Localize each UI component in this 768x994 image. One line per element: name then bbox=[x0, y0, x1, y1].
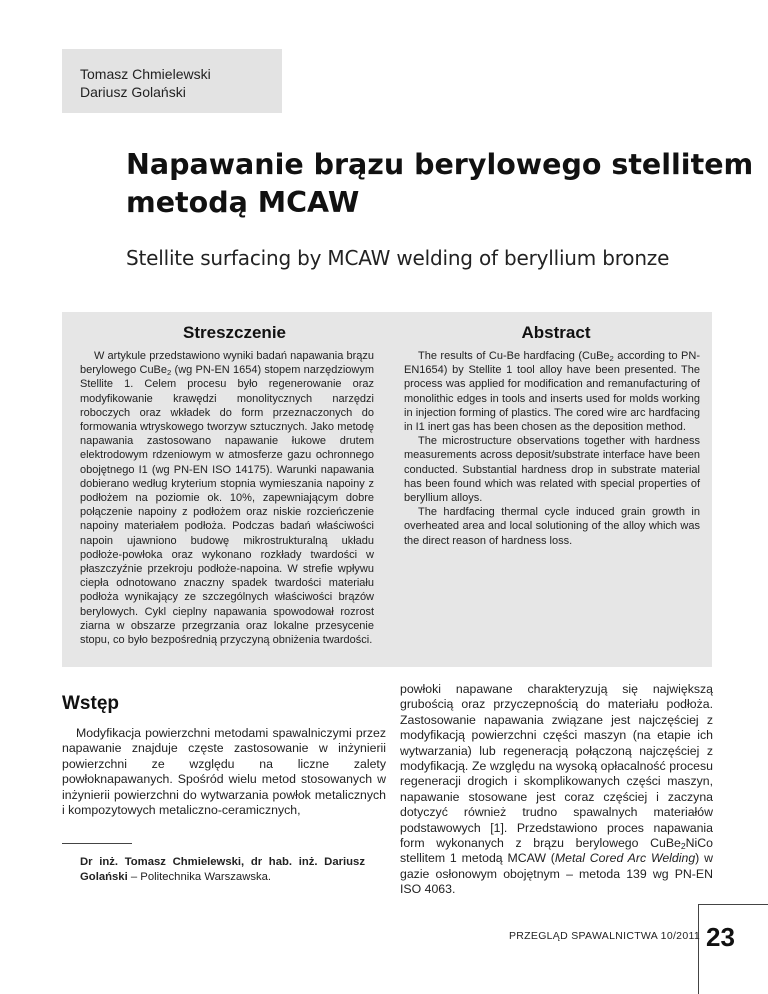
title-line: Napawanie brązu berylowego stellitem bbox=[126, 148, 754, 181]
abstract-paragraph: The microstructure observations together with hardness measurements across deposit/substrate interface have been conducted. Substantial hardness drop in substrate material has been found which was related with special properties of beryllium alloys. bbox=[404, 435, 700, 505]
streszczenie-paragraph bbox=[80, 349, 374, 647]
affiliation-institution: – Politechnika Warszawska. bbox=[127, 870, 272, 883]
intro-paragraph: Modyfikacja powierzchni metodami spawalniczymi przez napawanie znajduje częste zastosowanie w inżynierii powierzchni ze względu na liczne zalety powłoknapawanych. Spośród wielu metod stosowanych w inżynierii powierzchni do wytwarzania powłok metalicznych i kompozytowych metaliczno-ceramicznych, bbox=[62, 726, 386, 818]
italic-term: Metal Cored Arc Welding bbox=[554, 851, 696, 866]
intro-left-column bbox=[62, 726, 386, 818]
page-number: 23 bbox=[706, 922, 735, 952]
authors bbox=[80, 65, 211, 101]
text-run: NiCo stellitem 1 metodą MCAW ( bbox=[400, 836, 713, 866]
abstract-text bbox=[404, 349, 700, 548]
text-run: ) w gazie osłonowym obojętnym – metoda 139 wg PN-EN ISO 4063. bbox=[400, 851, 713, 897]
footer-divider bbox=[698, 904, 699, 994]
subscript: 2 bbox=[609, 354, 614, 363]
affiliation bbox=[80, 855, 365, 884]
affiliation-divider bbox=[62, 843, 132, 844]
intro-paragraph bbox=[400, 682, 713, 898]
article-subtitle: Stellite surfacing by MCAW welding of beryllium bronze bbox=[126, 246, 670, 270]
intro-heading: Wstęp bbox=[62, 693, 119, 714]
text-run: W artykule przedstawiono wyniki badań napawania brązu berylowego CuBe bbox=[80, 350, 374, 377]
journal-name: PRZEGLĄD SPAWALNICTWA 10/2011 bbox=[509, 930, 700, 942]
abstract-paragraph: The hardfacing thermal cycle induced grain growth in overheated area and local solutioning of the alloy which was the direct reason of hardness loss. bbox=[404, 506, 700, 547]
text-run: The results of Cu-Be hardfacing (CuBe bbox=[418, 350, 610, 362]
text-run: according to PN-EN1654) by Stellite 1 tool alloy have been presented. The process was applied for modification and remanufacturing of monolithic edges in tools and inserts used for molds working in injection forming of plastics. The cored wire arc hardfacing in I1 inert gas has been chosen as the deposition method. bbox=[404, 350, 700, 434]
footer-rule bbox=[698, 904, 768, 905]
affiliation-names: Dr inż. Tomasz Chmielewski, dr hab. inż. Dariusz Golański bbox=[80, 856, 365, 883]
author-name: Dariusz Golański bbox=[80, 84, 186, 100]
text-run: (wg PN-EN 1654) stopem narzędziowym Stellite 1. Celem procesu było regenerowanie oraz modyfikowanie krawędzi monolitycznych narzędzi roboczych oraz wkładek do form przeznaczonych do formowania wtryskowego tworzyw sztucznych. Jako metodę napawania zastosowano napawanie łukowe drutem elektrodowym rdzeniowym w atmosferze gazu ochronnego obojętnego I1 (wg PN-EN ISO 14175). Warunki napawania dobierano według kryterium stopnia wymieszania napoiny z podłożem na poziomie ok. 10%, zapewniającym dobre połączenie napoiny z podłożem oraz niskie rozcieńczenie napoiny materiałem podłoża. Podczas badań właściwości napoin ujawniono budowę mikrostrukturalną układu podłoże-powłoka oraz wykonano rozkłady twardości w płaszczyźnie przekroju podłoże-napoina. W strefie wpływu ciepła odnotowano znaczny spadek twardości materiału podłoża wynikający ze szczególnych właściwości brązów berylowych. Cykl cieplny napawania spowodował rozrost ziarna w obszarze przegrzania oraz lokalne przesycenie stopu, co było bezpośrednią przyczyną obniżenia twardości. bbox=[80, 364, 374, 647]
text-run: powłoki napawane charakteryzują się największą grubością oraz przyczepnością do materiału podłoża. Zastosowanie napawania związane jest najczęściej z modyfikacją powierzchni części maszyn (na etapie ich wytwarzania) lub regeneracją połączoną najczęściej z modyfikacją. Ze względu na wysoką opłacalność procesu regeneracji drogich i skomplikowanych części maszyn, napawanie stosowane jest coraz częściej i zaczyna dotyczyć również trudno spawalnych materiałów podstawowych [1]. Przedstawiono proces napawania form wykonanych z brązu berylowego CuBe bbox=[400, 682, 713, 851]
intro-right-column bbox=[400, 682, 713, 898]
subscript: 2 bbox=[167, 368, 172, 378]
streszczenie-heading: Streszczenie bbox=[183, 323, 286, 342]
title-line: metodą MCAW bbox=[126, 186, 360, 219]
author-name: Tomasz Chmielewski bbox=[80, 66, 211, 82]
abstract-heading: Abstract bbox=[521, 323, 591, 342]
streszczenie-text bbox=[80, 349, 374, 647]
abstract-paragraph bbox=[404, 349, 700, 434]
subscript: 2 bbox=[680, 841, 686, 852]
article-title bbox=[126, 146, 754, 222]
